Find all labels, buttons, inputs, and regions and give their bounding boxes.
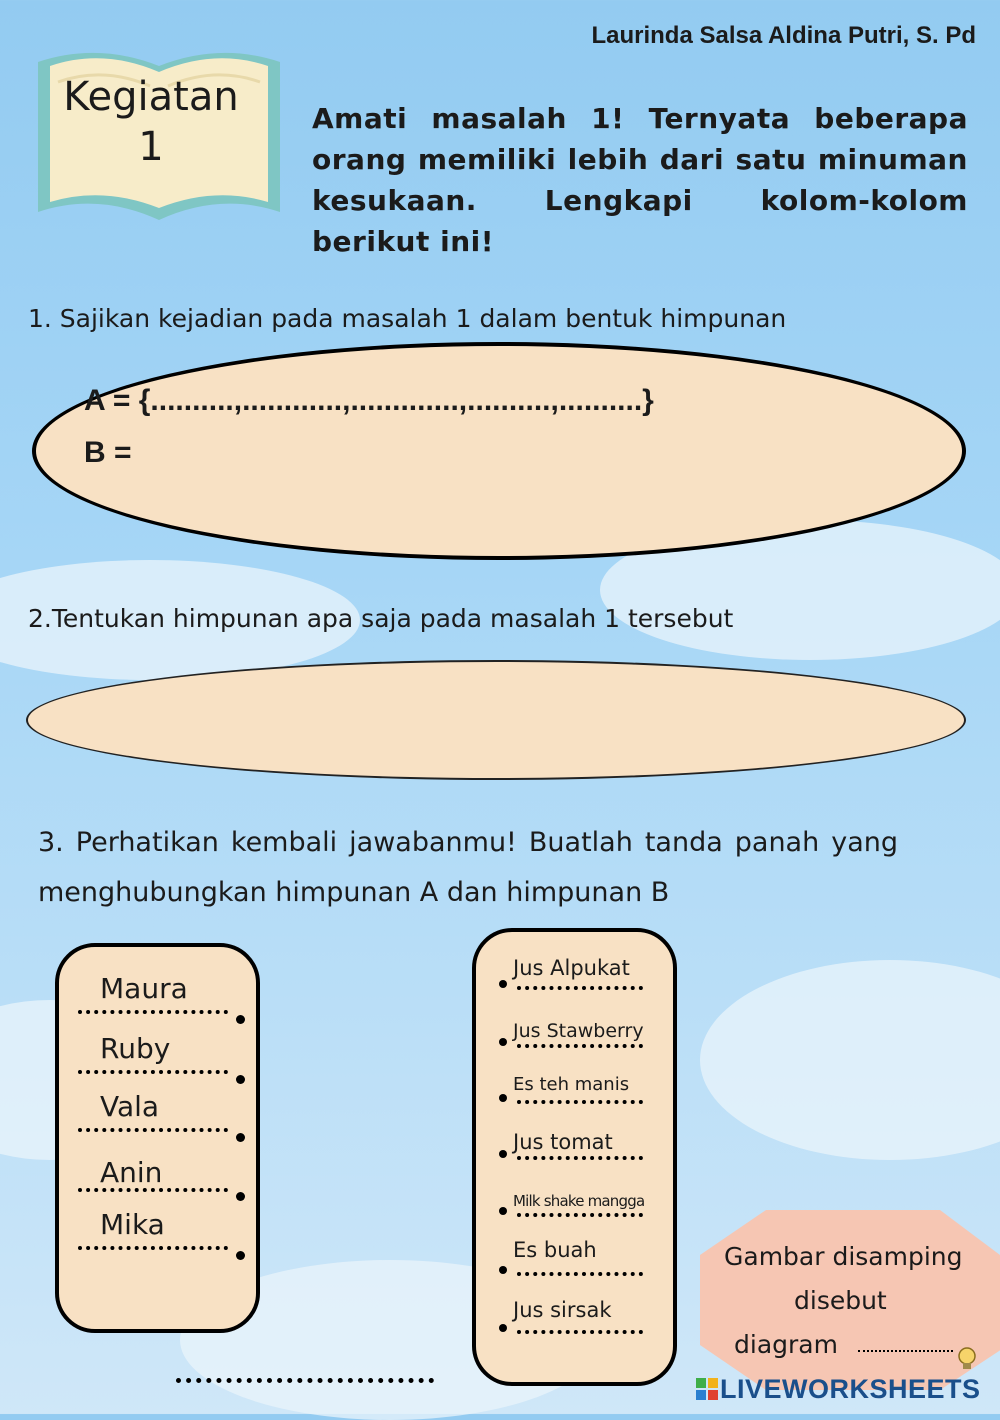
arrow-anchor-dot[interactable] (236, 1192, 245, 1201)
answer-blank[interactable] (176, 1378, 434, 1383)
set-a-member: Vala (100, 1090, 160, 1123)
question-3-text: 3. Perhatikan kembali jawabanmu! Buatlah tanda panah yang menghubungkan himpunan A dan himpunan B (38, 827, 898, 908)
set-b-member: Jus tomat (513, 1130, 613, 1154)
arrow-anchor-dot[interactable] (499, 1038, 507, 1046)
set-b-input[interactable]: B = (84, 436, 132, 469)
dotted-line (78, 1128, 228, 1132)
arrow-anchor-dot[interactable] (499, 1207, 507, 1215)
set-b-member: Jus Alpukat (513, 956, 630, 980)
dotted-line (78, 1188, 228, 1192)
dotted-line (78, 1010, 228, 1014)
dotted-line (517, 1100, 643, 1104)
arrow-anchor-dot[interactable] (499, 1324, 507, 1332)
set-a-member: Mika (100, 1208, 165, 1241)
arrow-anchor-dot[interactable] (499, 1094, 507, 1102)
set-b-member: Milk shake mangga (513, 1192, 645, 1210)
set-a-member: Anin (100, 1156, 163, 1189)
diagram-note-line2: disebut (794, 1286, 887, 1315)
set-a-member: Maura (100, 972, 188, 1005)
answer-box-2[interactable] (26, 660, 966, 780)
liveworksheets-watermark (696, 1374, 981, 1405)
set-b-member: Jus sirsak (513, 1298, 612, 1322)
lightbulb-icon (954, 1346, 980, 1372)
arrow-anchor-dot[interactable] (236, 1015, 245, 1024)
dotted-line (517, 1044, 643, 1048)
set-a-member: Ruby (100, 1032, 171, 1065)
activity-title-line2: 1 (138, 124, 164, 170)
author-name: Laurinda Salsa Aldina Putri, S. Pd (591, 22, 976, 49)
set-b-member: Jus Stawberry (513, 1020, 644, 1042)
arrow-anchor-dot[interactable] (236, 1251, 245, 1260)
set-a-input[interactable]: A = {..........,............,.............,..........,..........} (84, 384, 654, 417)
dotted-line (517, 1330, 643, 1334)
arrow-anchor-dot[interactable] (236, 1133, 245, 1142)
diagram-note-line3: diagram (734, 1330, 838, 1359)
liveworksheets-logo-icon (696, 1378, 718, 1400)
activity-title-line1: Kegiatan (63, 74, 239, 120)
set-b-member: Es buah (513, 1238, 597, 1262)
dotted-line (517, 1272, 643, 1276)
dotted-line (517, 1213, 643, 1217)
arrow-anchor-dot[interactable] (499, 1266, 507, 1274)
dotted-line (517, 1156, 643, 1160)
dotted-line (517, 986, 643, 990)
watermark-text: LIVEWORKSHEETS (720, 1374, 981, 1404)
dotted-line (78, 1246, 228, 1250)
cloud-decoration (700, 960, 1000, 1160)
arrow-anchor-dot[interactable] (499, 980, 507, 988)
arrow-anchor-dot[interactable] (236, 1075, 245, 1084)
arrow-anchor-dot[interactable] (499, 1150, 507, 1158)
diagram-type-blank[interactable] (858, 1350, 953, 1352)
diagram-note-line1: Gambar disamping (724, 1242, 963, 1271)
dotted-line (78, 1070, 228, 1074)
set-b-member: Es teh manis (513, 1074, 630, 1095)
question-2-text: 2.Tentukan himpunan apa saja pada masalah 1 tersebut (28, 604, 734, 633)
question-1-text: 1. Sajikan kejadian pada masalah 1 dalam bentuk himpunan (28, 304, 787, 333)
intro-text: Amati masalah 1! Ternyata beberapa orang memiliki lebih dari satu minuman kesukaan. Lengkapi kolom-kolom berikut ini! (312, 102, 968, 258)
activity-title (40, 72, 262, 172)
answer-box-1[interactable] (32, 342, 966, 560)
